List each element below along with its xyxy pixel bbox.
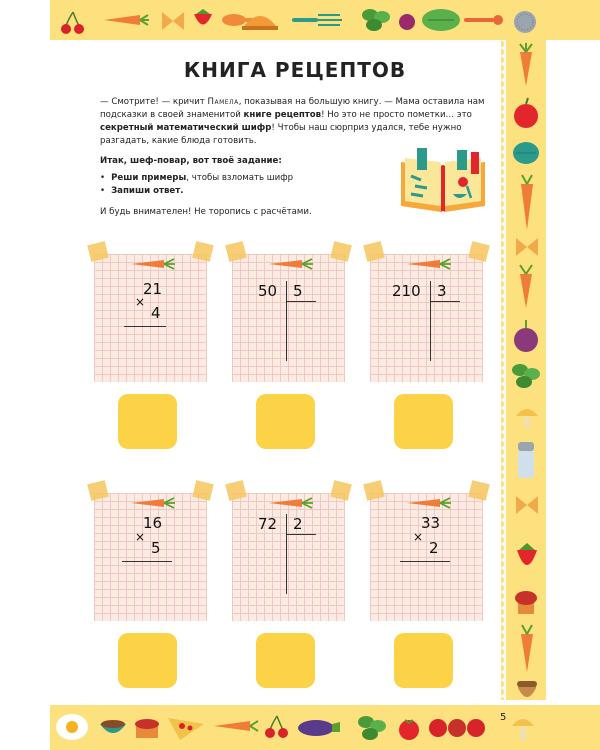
- mushroom-icon: [514, 404, 540, 430]
- multiplicand: 21: [143, 280, 163, 298]
- answer-box[interactable]: [118, 633, 177, 688]
- tomato-icon: [396, 714, 422, 742]
- step-bold: Реши примеры: [111, 173, 187, 183]
- result-line: [400, 561, 450, 562]
- intro-bold: секретный математический шифр: [100, 123, 272, 133]
- answer-box[interactable]: [256, 633, 315, 688]
- mint-icon: [510, 360, 542, 390]
- pasta-icon: [514, 494, 540, 516]
- task-step: [100, 185, 293, 198]
- page-number: 5: [500, 712, 507, 723]
- pasta-icon: [514, 236, 540, 258]
- carrot-icon: [406, 257, 452, 271]
- onion-icon: [512, 318, 540, 354]
- raspberry-icon: [428, 712, 486, 742]
- grid-paper: [370, 493, 483, 621]
- cherry-icon: [58, 8, 88, 36]
- task-step: [100, 172, 293, 185]
- strawberry-icon: [190, 5, 216, 35]
- result-line: [122, 561, 172, 562]
- grid-paper: [370, 254, 483, 382]
- acorn-icon: [514, 676, 540, 702]
- division-bar: [286, 281, 287, 361]
- carrot-icon: [130, 257, 176, 271]
- apple-icon: [512, 96, 540, 130]
- step-bold: Запиши ответ.: [111, 185, 184, 196]
- division-bar: [430, 281, 431, 361]
- intro-text: ! Но это не просто пометки… это: [321, 110, 472, 120]
- pizza-slice-icon: [166, 714, 206, 742]
- fork-icon: [290, 12, 345, 28]
- carrot-icon: [212, 718, 260, 734]
- intro-text: ! Чтобы наш сюрприз удался, тебе нужно разгадать, какие блюда готовить.: [100, 123, 462, 146]
- quotient-line: [430, 301, 460, 302]
- division-bar: [286, 514, 287, 594]
- multiply-sign: ×: [135, 530, 146, 544]
- carrot-icon: [518, 172, 536, 232]
- carrot-icon: [268, 496, 314, 510]
- multiplier: 5: [151, 539, 161, 557]
- mint-icon: [360, 5, 392, 33]
- multiplicand: 16: [143, 514, 163, 532]
- intro-text: , показывая на большую книгу. — Мама оставила нам подсказки в своей знаменитой: [100, 97, 485, 120]
- multiply-sign: ×: [135, 295, 146, 309]
- pasta-icon: [160, 10, 186, 32]
- grid-paper: [232, 254, 345, 382]
- dividend: 50: [258, 282, 278, 300]
- problem-card-4: [94, 476, 207, 688]
- recipe-book-illustration: [397, 146, 489, 216]
- task-heading: Итак, шеф-повар, вот твоё задание:: [100, 156, 282, 166]
- step-text: , чтобы взломать шифр: [186, 173, 294, 183]
- answer-box[interactable]: [394, 394, 453, 449]
- strawberry-icon: [514, 540, 540, 580]
- fried-egg-icon: [54, 712, 90, 742]
- carrot-icon: [514, 262, 538, 310]
- quotient-line: [286, 534, 316, 535]
- quotient-line: [286, 301, 316, 302]
- problem-card-6: [370, 476, 483, 688]
- mushroom-icon: [510, 714, 536, 742]
- carrot-icon: [102, 12, 150, 28]
- whisk-icon: [462, 12, 506, 28]
- dividend: 72: [258, 515, 278, 533]
- cabbage-icon: [512, 140, 540, 166]
- task-steps-list: [100, 172, 293, 197]
- salt-shaker-icon: [514, 440, 538, 480]
- multiplier: 4: [151, 304, 161, 322]
- answer-box[interactable]: [394, 633, 453, 688]
- berry-icon: [396, 10, 418, 32]
- problem-card-2: [232, 237, 345, 449]
- carrot-icon: [406, 496, 452, 510]
- problem-card-5: [232, 476, 345, 688]
- multiplier: 2: [429, 539, 439, 557]
- intro-text: — Смотрите! — кричит: [100, 97, 208, 107]
- carrot-icon: [518, 622, 536, 674]
- warning-note: И будь внимателен! Не торопись с расчётами.: [100, 207, 312, 217]
- roast-icon: [240, 4, 280, 34]
- grid-paper: [94, 493, 207, 621]
- problem-card-3: [370, 237, 483, 449]
- grid-paper: [232, 493, 345, 621]
- cake-icon: [132, 712, 162, 742]
- divisor: 2: [293, 515, 303, 533]
- multiply-sign: ×: [413, 530, 424, 544]
- carrot-icon: [130, 496, 176, 510]
- multiplicand: 33: [421, 514, 441, 532]
- answer-box[interactable]: [118, 394, 177, 449]
- problem-card-1: [94, 237, 207, 449]
- cupcake-icon: [512, 586, 540, 616]
- page-title: КНИГА РЕЦЕПТОВ: [183, 58, 407, 82]
- eggplant-icon: [296, 718, 342, 738]
- dividend: 210: [392, 282, 421, 300]
- intro-bold: книге рецептов: [243, 110, 322, 120]
- answer-box[interactable]: [256, 394, 315, 449]
- carrot-icon: [514, 42, 538, 88]
- carrot-icon: [268, 257, 314, 271]
- divisor: 3: [437, 282, 447, 300]
- character-name: Памела: [207, 97, 239, 107]
- intro-paragraph: [100, 96, 500, 148]
- mint-icon: [356, 712, 388, 742]
- divisor: 5: [293, 282, 303, 300]
- result-line: [124, 326, 166, 327]
- spice-bowl-icon: [98, 716, 128, 740]
- lettuce-icon: [420, 6, 462, 34]
- cherry-icon: [262, 712, 292, 740]
- ladle-icon: [510, 2, 540, 40]
